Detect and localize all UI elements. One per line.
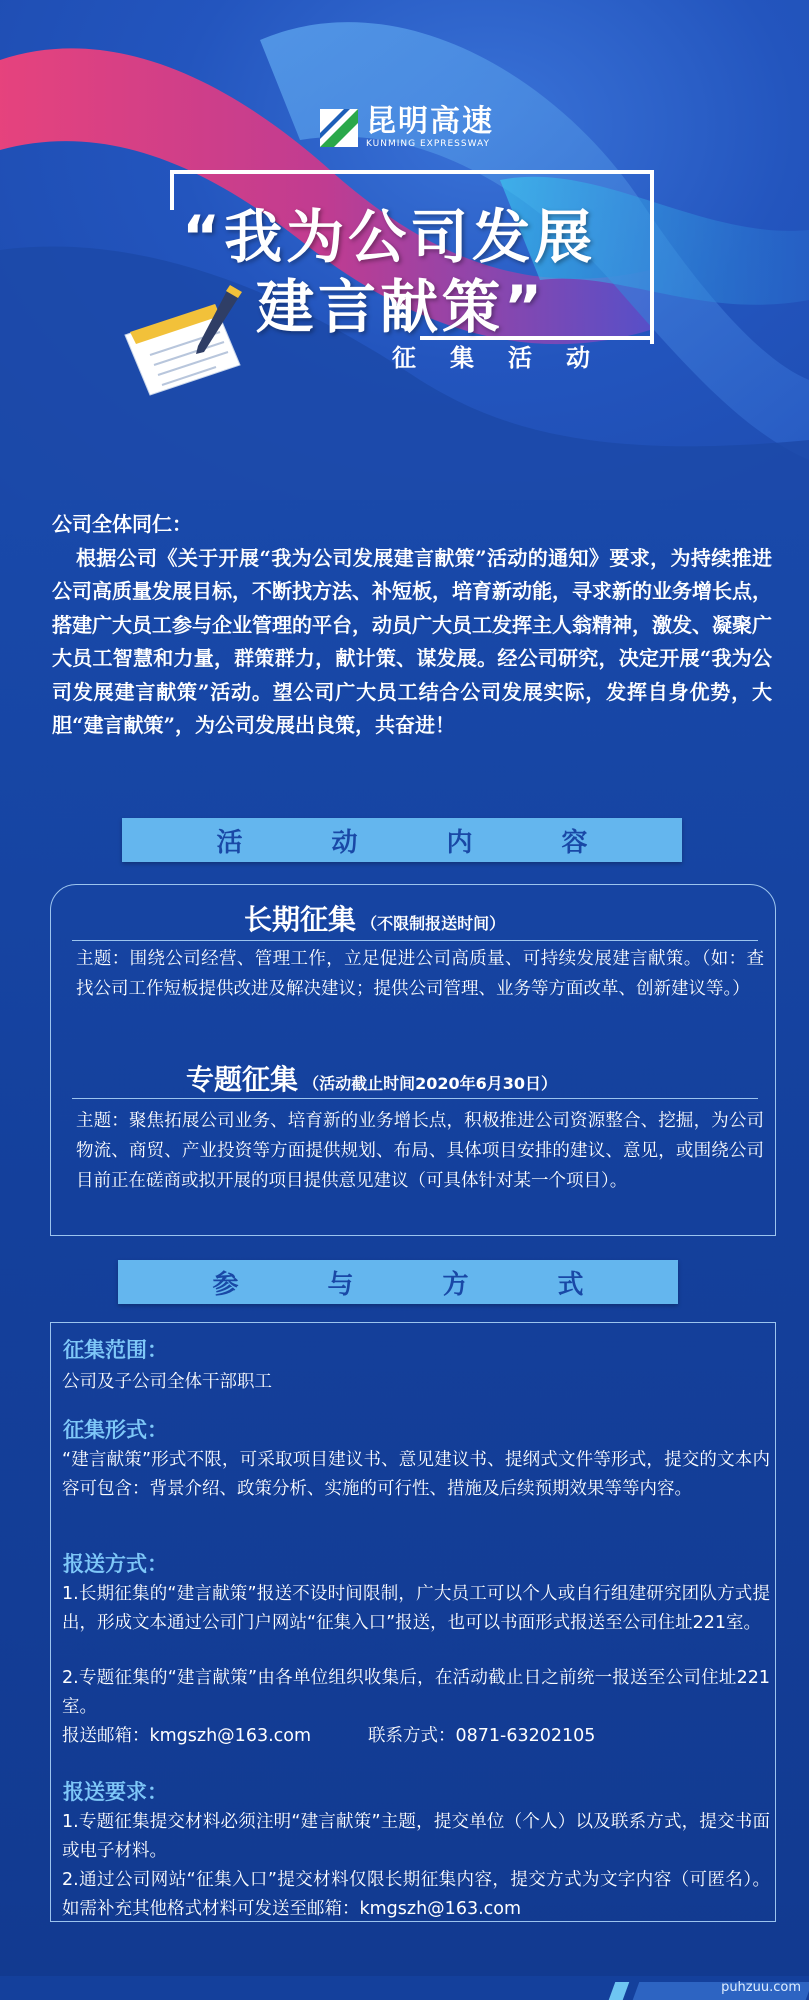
banner-char: 与 (327, 1269, 354, 1300)
requirement-item-1: 1.专题征集提交材料必须注明“建言献策”主题，提交单位（个人）以及联系方式，提交书面或电子材料。 (62, 1812, 770, 1861)
divider (72, 1098, 758, 1099)
watermark: puhzuu.com (721, 1980, 801, 1995)
special-heading (186, 1058, 557, 1098)
intro-greeting: 公司全体同仁： (52, 512, 192, 536)
intro-body: 根据公司《关于开展“我为公司发展建言献策”活动的通知》要求，为持续推进公司高质量发展目标，不断找方法、补短板，培育新动能，寻求新的业务增长点，搭建广大员工参与企业管理的平台，动员广大员工发挥主人翁精神，激发、凝聚广大员工智慧和力量，群策群力，献计策、谋发展。经公司研究，决定开展“我为公司发展建言献策”活动。望公司广大员工结合公司发展实际，发挥自身优势，大胆“建言献策”，为公司发展出良策，共奋进！ (52, 545, 772, 737)
method-heading: 报送方式： (63, 1552, 168, 1576)
notepad-pen-icon (120, 280, 250, 400)
intro-notice (52, 508, 772, 743)
logo-mark-icon (320, 109, 358, 147)
requirements-heading: 报送要求： (63, 1780, 168, 1804)
scope-text: 公司及子公司全体干部职工 (62, 1372, 272, 1392)
long-term-note: （不限制报送时间） (361, 914, 506, 933)
banner-char: 方 (442, 1269, 469, 1300)
email-line: 报送邮箱：kmgszh@163.com (62, 1726, 312, 1746)
banner-char: 容 (561, 827, 588, 858)
page-subtitle: 征集活动 (392, 344, 624, 372)
form-text: “建言献策”形式不限，可采取项目建议书、意见建议书、提纲式文件等形式，提交的文本内容可包含：背景介绍、政策分析、实施的可行性、措施及后续预期效果等等内容。 (62, 1450, 770, 1499)
hero-banner (0, 0, 809, 500)
page-title-line-2: 建言献策” (256, 273, 547, 341)
page-title-line-1: “我为公司发展 (182, 203, 597, 271)
logo-chinese-name: 昆明高速 (366, 104, 494, 139)
special-body: 主题：聚焦拓展公司业务、培育新的业务增长点，积极推进公司资源整合、挖掘，为公司物流、商贸、产业投资等方面提供规划、布局、具体项目安排的建议、意见，或围绕公司目前正在磋商或拟开展的项目提供意见建议（可具体针对某一个项目）。 (76, 1111, 764, 1191)
section-banner-activity (122, 818, 682, 862)
long-term-heading (244, 898, 505, 938)
contact-line: 联系方式：0871-63202105 (368, 1726, 596, 1746)
company-logo (320, 106, 494, 150)
banner-char: 动 (331, 827, 358, 858)
title-frame-left-edge (170, 170, 174, 210)
form-heading: 征集形式： (63, 1418, 168, 1442)
method-item-1: 1.长期征集的“建言献策”报送不设时间限制，广大员工可以个人或自行组建研究团队方式提出，形成文本通过公司门户网站“征集入口”报送，也可以书面形式报送至公司住址221室。 (62, 1584, 770, 1633)
banner-char: 参 (212, 1269, 239, 1300)
logo-english-name: KUNMING EXPRESSWAY (366, 139, 490, 149)
scope-heading: 征集范围： (63, 1338, 168, 1362)
long-term-title: 长期征集 (244, 903, 357, 936)
banner-char: 内 (446, 827, 473, 858)
banner-char: 活 (216, 827, 243, 858)
requirement-item-2: 2.通过公司网站“征集入口”提交材料仅限长期征集内容，提交方式为文字内容（可匿名）。如需补充其他格式材料可发送至邮箱：kmgszh@163.com (62, 1870, 770, 1919)
method-item-2: 2.专题征集的“建言献策”由各单位组织收集后，在活动截止日之前统一报送至公司住址221室。 (62, 1668, 770, 1717)
banner-char: 式 (557, 1269, 584, 1300)
special-title: 专题征集 (186, 1063, 299, 1096)
long-term-body: 主题：围绕公司经营、管理工作，立足促进公司高质量、可持续发展建言献策。（如：查找公司工作短板提供改进及解决建议；提供公司管理、业务等方面改革、创新建议等。） (76, 949, 764, 999)
divider (72, 940, 758, 941)
special-note: （活动截止时间2020年6月30日） (303, 1074, 558, 1093)
section-banner-participation (118, 1260, 678, 1304)
